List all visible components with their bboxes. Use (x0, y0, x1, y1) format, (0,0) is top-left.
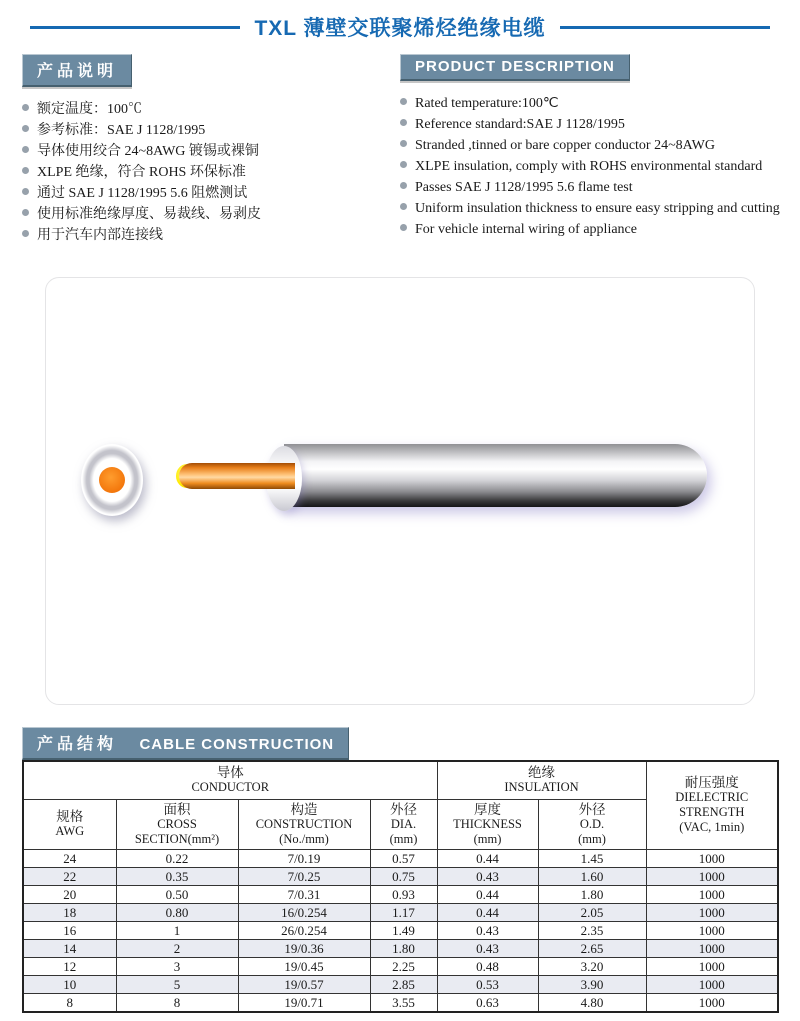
table-cell: 1.49 (370, 921, 437, 939)
bullet-icon (400, 182, 407, 189)
table-cell: 24 (23, 849, 116, 867)
conductor-group-en: CONDUCTOR (191, 780, 270, 795)
table-cell: 1000 (646, 993, 778, 1012)
dielectric-line: (VAC, 1min) (679, 820, 745, 835)
list-item-text: 使用标准绝缘厚度、易裁线、易剥皮 (37, 207, 261, 222)
table-cell: 1000 (646, 885, 778, 903)
table-cell: 3.90 (538, 975, 646, 993)
table-cell: 14 (23, 939, 116, 957)
cross-section-conductor-dot (99, 467, 125, 493)
list-item-text: XLPE insulation, comply with ROHS environmental standard (415, 159, 763, 174)
bullet-icon (400, 98, 407, 105)
table-cell: 0.22 (116, 849, 238, 867)
table-cell: 0.50 (116, 885, 238, 903)
product-description-zh-section (22, 54, 394, 246)
list-item-text: 通过 SAE J 1128/1995 5.6 阻燃测试 (37, 186, 248, 201)
header-line: O.D. (579, 816, 605, 831)
product-description-zh-list (22, 99, 394, 246)
list-item-text: 用于汽车内部连接线 (37, 228, 163, 243)
table-cell: 0.48 (437, 957, 538, 975)
header-line: 外径 (390, 801, 417, 817)
list-item (400, 93, 796, 114)
bullet-icon (22, 104, 29, 111)
bullet-icon (22, 209, 29, 216)
insulation-group-zh: 绝缘 (528, 765, 555, 781)
table-cell: 1000 (646, 867, 778, 885)
title-rule-left (30, 26, 240, 29)
table-cell: 16 (23, 921, 116, 939)
table-cell: 1000 (646, 939, 778, 957)
table-cell: 0.44 (437, 903, 538, 921)
table-cell: 22 (23, 867, 116, 885)
product-image-panel (45, 277, 755, 705)
column-header-awg (23, 799, 116, 849)
bullet-icon (22, 146, 29, 153)
column-header-thickness (437, 799, 538, 849)
table-cell: 10 (23, 975, 116, 993)
list-item (400, 219, 796, 240)
table-cell: 16/0.254 (238, 903, 370, 921)
title-row (30, 12, 770, 42)
table-cell: 19/0.57 (238, 975, 370, 993)
list-item-text: Passes SAE J 1128/1995 5.6 flame test (415, 180, 633, 195)
cable-conductor (179, 463, 295, 489)
table-cell: 2.65 (538, 939, 646, 957)
table-cell: 1 (116, 921, 238, 939)
cable-construction-banner (22, 727, 349, 760)
table-cell: 19/0.36 (238, 939, 370, 957)
table-cell: 7/0.25 (238, 867, 370, 885)
table-cell: 0.93 (370, 885, 437, 903)
bullet-icon (22, 188, 29, 195)
table-cell: 12 (23, 957, 116, 975)
table-cell: 4.80 (538, 993, 646, 1012)
table-cell: 0.53 (437, 975, 538, 993)
table-cell: 1000 (646, 957, 778, 975)
table-cell: 1.60 (538, 867, 646, 885)
table-cell: 3.55 (370, 993, 437, 1012)
dielectric-line: 耐压强度 (684, 775, 739, 791)
list-item-text: 参考标准：SAE J 1128/1995 (37, 123, 206, 138)
table-cell: 2.85 (370, 975, 437, 993)
bullet-icon (400, 140, 407, 147)
table-row (23, 939, 778, 957)
bullet-icon (22, 230, 29, 237)
table-cell: 3.20 (538, 957, 646, 975)
column-header-construction (238, 799, 370, 849)
header-line: DIA. (390, 816, 417, 831)
header-line: (No./mm) (279, 831, 329, 846)
conductor-group-zh: 导体 (216, 765, 244, 781)
table-cell: 1000 (646, 903, 778, 921)
table-cell: 0.75 (370, 867, 437, 885)
table-row (23, 885, 778, 903)
product-description-zh-heading: 产品说明 (22, 54, 132, 87)
dielectric-strength-header (646, 761, 778, 849)
construction-table-body (23, 849, 778, 1012)
table-cell: 0.44 (437, 849, 538, 867)
list-item-text: Stranded ,tinned or bare copper conductor 24~8AWG (415, 138, 715, 153)
page-title: TXL 薄壁交联聚烯烃绝缘电缆 (254, 17, 546, 40)
list-item (400, 198, 796, 219)
construction-table-wrap (22, 760, 779, 1013)
header-line: 面积 (163, 801, 191, 817)
table-row (23, 993, 778, 1012)
header-line: (mm) (578, 831, 606, 846)
header-line: CROSS (157, 816, 197, 831)
table-cell: 2.05 (538, 903, 646, 921)
list-item-text: For vehicle internal wiring of appliance (415, 222, 637, 237)
cable-construction-heading (22, 727, 349, 760)
table-cell: 5 (116, 975, 238, 993)
header-line: 构造 (290, 801, 318, 817)
table-cell: 0.43 (437, 921, 538, 939)
table-cell: 1.80 (538, 885, 646, 903)
table-cell: 1.17 (370, 903, 437, 921)
list-item-text: 额定温度：100℃ (37, 102, 142, 117)
bullet-icon (400, 203, 407, 210)
title-rule-right (560, 26, 770, 29)
table-cell: 0.35 (116, 867, 238, 885)
list-item (400, 156, 796, 177)
header-line: 厚度 (474, 801, 501, 817)
table-cell: 0.43 (437, 867, 538, 885)
cable-cross-section-image (81, 444, 143, 516)
table-cell: 19/0.71 (238, 993, 370, 1012)
table-cell: 8 (23, 993, 116, 1012)
table-cell: 7/0.31 (238, 885, 370, 903)
table-cell: 0.57 (370, 849, 437, 867)
table-cell: 7/0.19 (238, 849, 370, 867)
column-header-od (538, 799, 646, 849)
header-line: 外径 (578, 801, 606, 817)
table-cell: 1000 (646, 921, 778, 939)
table-cell: 3 (116, 957, 238, 975)
cable-body-image (284, 444, 707, 507)
list-item-text: XLPE 绝缘，符合 ROHS 环保标准 (37, 165, 246, 180)
list-item (22, 120, 394, 141)
table-row (23, 957, 778, 975)
list-item-text: Reference standard:SAE J 1128/1995 (415, 117, 625, 132)
table-row (23, 903, 778, 921)
dielectric-line: DIELECTRIC (675, 790, 749, 805)
header-line: 规格 (56, 809, 84, 824)
list-item-text: Uniform insulation thickness to ensure easy stripping and cutting (415, 201, 780, 216)
list-item (22, 183, 394, 204)
table-cell: 0.80 (116, 903, 238, 921)
table-cell: 8 (116, 993, 238, 1012)
column-header-dia (370, 799, 437, 849)
list-item (22, 162, 394, 183)
list-item (22, 141, 394, 162)
product-description-en-heading: PRODUCT DESCRIPTION (400, 54, 630, 81)
product-description-en-section (400, 54, 796, 240)
table-cell: 0.44 (437, 885, 538, 903)
table-row (23, 867, 778, 885)
table-cell: 20 (23, 885, 116, 903)
table-cell: 18 (23, 903, 116, 921)
list-item (400, 135, 796, 156)
header-line: (mm) (473, 831, 502, 846)
table-cell: 1000 (646, 975, 778, 993)
column-header-cross-section (116, 799, 238, 849)
conductor-group-header (23, 761, 437, 799)
list-item-text: Rated temperature:100℃ (415, 96, 559, 111)
header-line: SECTION(mm²) (134, 831, 220, 846)
bullet-icon (400, 224, 407, 231)
table-cell: 1.80 (370, 939, 437, 957)
bullet-icon (22, 167, 29, 174)
table-cell: 1000 (646, 849, 778, 867)
table-cell: 0.63 (437, 993, 538, 1012)
insulation-group-header (437, 761, 646, 799)
header-line: AWG (55, 824, 85, 838)
header-line: THICKNESS (453, 816, 522, 831)
bullet-icon (22, 125, 29, 132)
list-item (22, 204, 394, 225)
table-cell: 2.25 (370, 957, 437, 975)
list-item (400, 177, 796, 198)
list-item (400, 114, 796, 135)
table-cell: 0.43 (437, 939, 538, 957)
product-description-en-list (400, 93, 796, 240)
table-group-header-row (23, 761, 778, 799)
table-row (23, 921, 778, 939)
construction-table (22, 760, 779, 1013)
table-cell: 19/0.45 (238, 957, 370, 975)
table-cell: 2.35 (538, 921, 646, 939)
table-cell: 2 (116, 939, 238, 957)
header-line: CONSTRUCTION (255, 816, 353, 831)
table-row (23, 849, 778, 867)
list-item-text: 导体使用绞合 24~8AWG 镀锡或裸铜 (37, 144, 259, 159)
header-line: (mm) (389, 831, 418, 846)
cable-construction-heading-zh: 产品结构 (37, 736, 118, 753)
list-item (22, 99, 394, 120)
list-item (22, 225, 394, 246)
bullet-icon (400, 119, 407, 126)
table-cell: 1.45 (538, 849, 646, 867)
table-row (23, 975, 778, 993)
insulation-group-en: INSULATION (504, 780, 579, 795)
table-cell: 26/0.254 (238, 921, 370, 939)
bullet-icon (400, 161, 407, 168)
cable-construction-heading-en: CABLE CONSTRUCTION (139, 736, 335, 753)
dielectric-line: STRENGTH (679, 805, 745, 820)
